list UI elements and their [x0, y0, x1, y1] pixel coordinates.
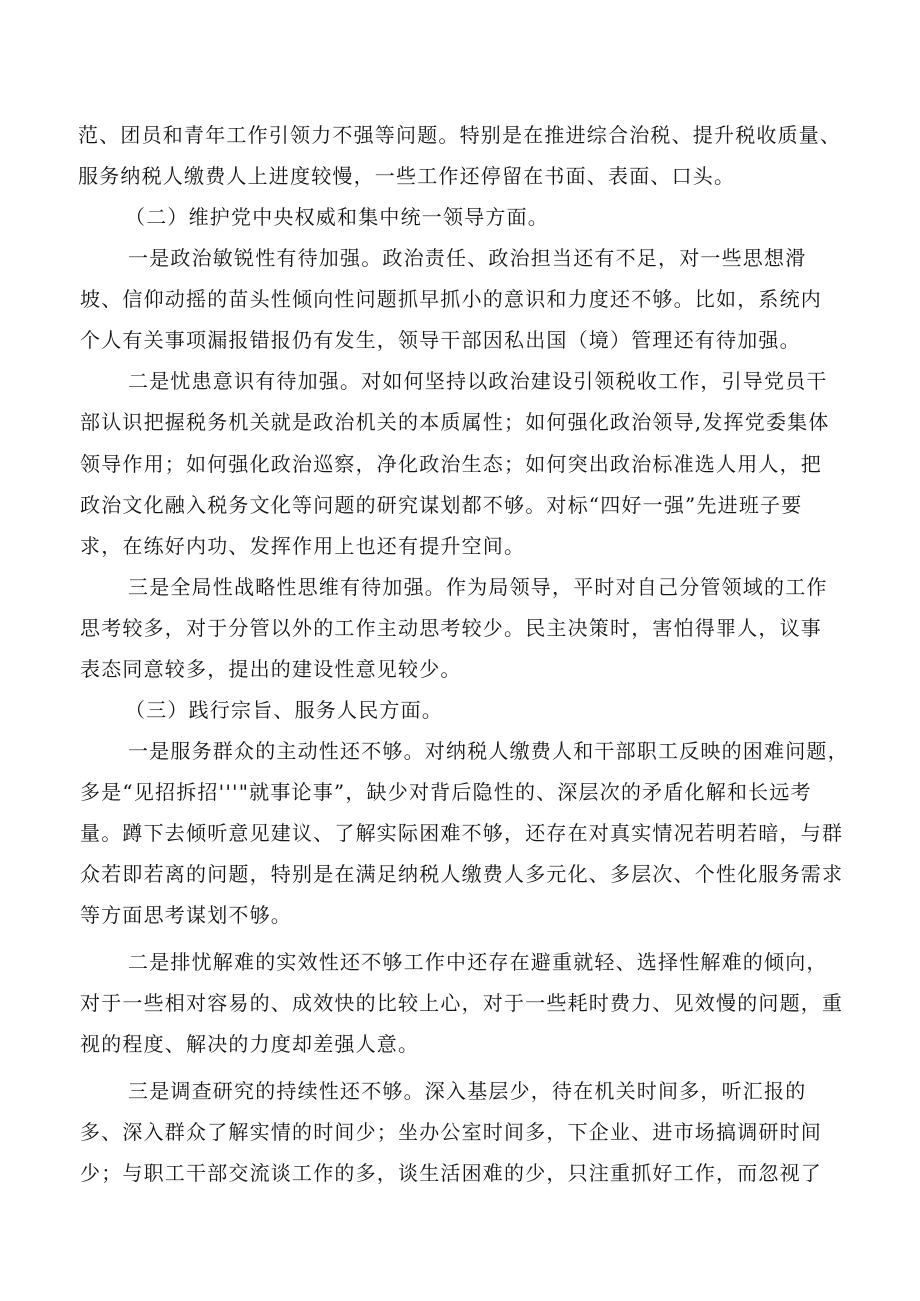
text-line: 服务纳税人缴费人上进度较慢，一些工作还停留在书面、表面、口头。: [78, 164, 736, 188]
section-heading: （二）维护党中央权威和集中统一领导方面。: [125, 205, 549, 229]
text-line: 多、深入群众了解实情的时间少；坐办公室时间多，下企业、进市场搞调研时间: [80, 1120, 822, 1144]
text-line: 等方面思考谋划不够。: [80, 903, 292, 927]
text-line: 视的程度、解决的力度却差强人意。: [80, 1032, 420, 1056]
text-line: 部认识把握税务机关就是政治机关的本质属性；如何强化政治领导,发挥党委集体: [80, 410, 830, 434]
text-line: 众若即若离的问题，特别是在满足纳税人缴费人多元化、多层次、个性化服务需求: [80, 862, 844, 886]
text-line: 二是排忧解难的实效性还不够工作中还存在避重就轻、选择性解难的倾向，: [128, 950, 828, 974]
text-line: 求，在练好内功、发挥作用上也还有提升空间。: [80, 534, 526, 558]
text-line: 少；与职工干部交流谈工作的多，谈生活困难的少，只注重抓好工作，而忽视了: [80, 1161, 822, 1185]
text-line: 一是政治敏锐性有待加强。政治责任、政治担当还有不足，对一些思想滑: [128, 246, 807, 270]
text-line: 思考较多，对于分管以外的工作主动思考较少。民主决策时，害怕得罪人，议事: [80, 616, 822, 640]
text-line: 对于一些相对容易的、成效快的比较上心，对于一些耗时费力、见效慢的问题，重: [80, 991, 844, 1015]
text-line: 领导作用；如何强化政治巡察，净化政治生态；如何突出政治标准选人用人，把: [80, 452, 822, 476]
text-line: 量。蹲下去倾听意见建议、了解实际困难不够，还存在对真实情况若明若暗，与群: [80, 821, 844, 845]
text-line: 范、团员和青年工作引领力不强等问题。特别是在推进综合治税、提升税收质量、: [78, 123, 842, 147]
text-line: 多是“见招拆招'''"就事论事”，缺少对背后隐性的、深层次的矛盾化解和长远考: [80, 780, 812, 804]
text-line: 政治文化融入税务文化等问题的研究谋划都不够。对标“四好一强”先进班子要: [80, 493, 803, 517]
text-line: 表态同意较多，提出的建设性意见较少。: [80, 657, 462, 681]
text-line: 一是服务群众的主动性还不够。对纳税人缴费人和干部职工反映的困难问题，: [128, 739, 849, 763]
text-line: 个人有关事项漏报错报仍有发生，领导干部因私出国（境）管理还有待加强。: [80, 328, 801, 352]
text-line: 二是忧患意识有待加强。对如何坚持以政治建设引领税收工作，引导党员干: [128, 369, 828, 393]
text-line: 三是调查研究的持续性还不够。深入基层少，待在机关时间多，听汇报的: [128, 1079, 807, 1103]
text-line: 坡、信仰动摇的苗头性倾向性问题抓早抓小的意识和力度还不够。比如，系统内: [80, 287, 822, 311]
section-heading: （三）践行宗旨、服务人民方面。: [125, 698, 443, 722]
text-line: 三是全局性战略性思维有待加强。作为局领导，平时对自己分管领域的工作: [128, 575, 828, 599]
